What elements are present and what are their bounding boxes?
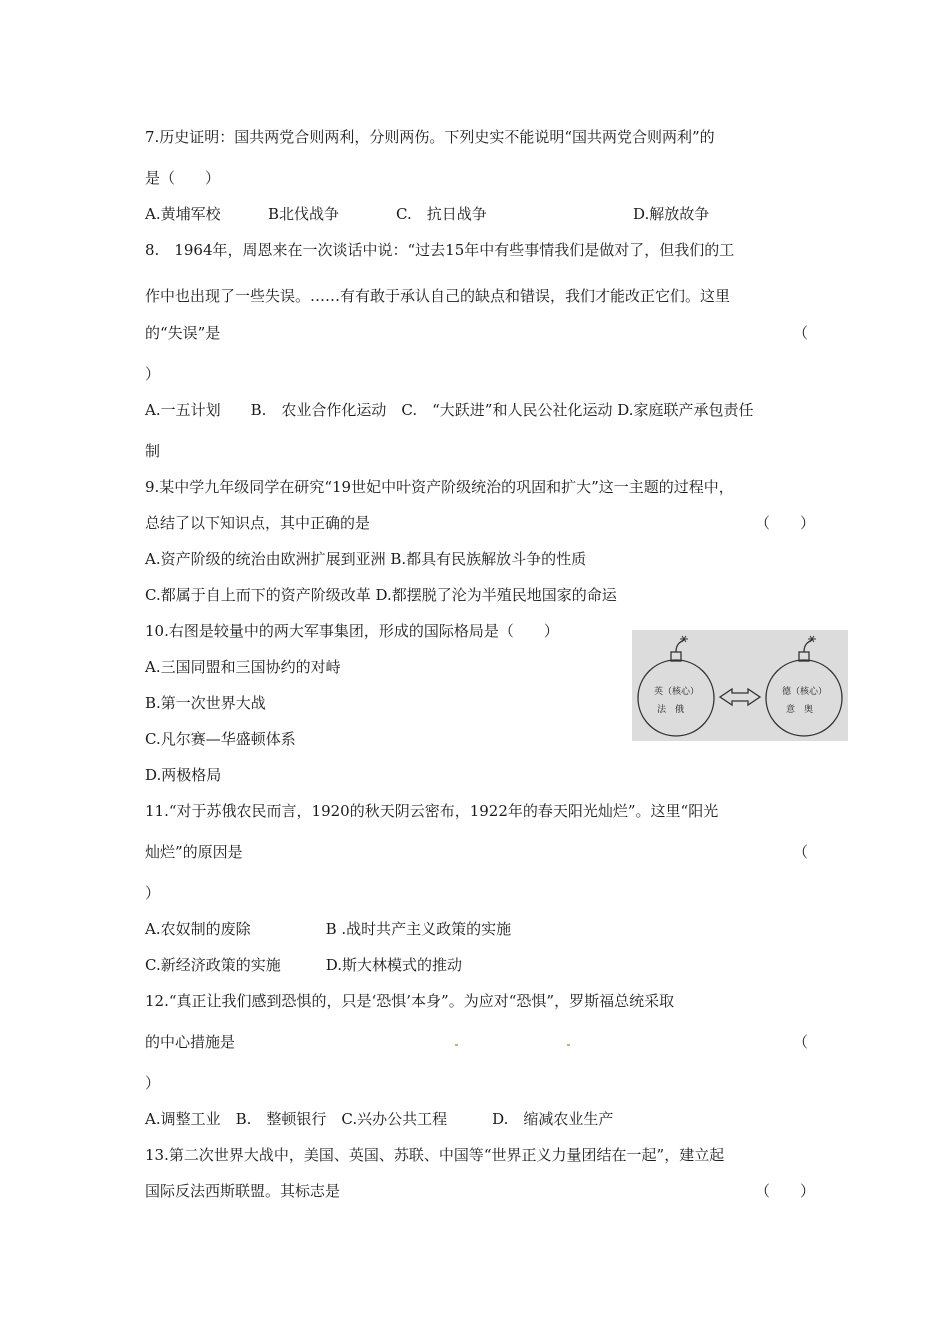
q7-option-b: B北伐战争 xyxy=(268,205,340,223)
scan-speck xyxy=(567,1044,570,1046)
q8-options-line1: A.一五计划 B. 农业合作化运动 C. “大跃进”和人民公社化运动 D.家庭联产承包责任 xyxy=(145,401,754,419)
q9-options-line1: A.资产阶级的统治由欧洲扩展到亚洲 B.都具有民族解放斗争的性质 xyxy=(145,550,587,568)
double-arrow-icon xyxy=(720,689,760,705)
right-bomb-icon xyxy=(766,636,842,736)
q8-stem-line3: 的“失误”是 xyxy=(145,324,221,342)
q13-stem-line1: 13.第二次世界大战中，美国、英国、苏联、中国等“世界正义力量团结在一起”，建立起 xyxy=(145,1146,725,1164)
q7-stem-line1: 7.历史证明：国共两党合则两利，分则两伤。下列史实不能说明“国共两党合则两利”的 xyxy=(145,128,715,146)
left-bomb-icon xyxy=(638,636,714,736)
q11-options-line2: C.新经济政策的实施 D.斯大林模式的推动 xyxy=(145,956,462,974)
q11-stem-line2: 灿烂”的原因是 xyxy=(145,843,243,861)
q13-answer-paren: （ ） xyxy=(755,1182,816,1200)
left-bomb-top-label: 英（核心） xyxy=(654,687,700,697)
q8-options-line2: 制 xyxy=(145,442,161,460)
q12-stem-line1: 12.“真正让我们感到恐惧的，只是‘恐惧’本身”。为应对“恐惧”，罗斯福总统采取 xyxy=(145,992,675,1010)
q7-option-d: D.解放故争 xyxy=(633,205,710,223)
q9-stem-line2: 总结了以下知识点，其中正确的是 xyxy=(145,514,371,532)
q13-stem-line2: 国际反法西斯联盟。其标志是 xyxy=(145,1182,341,1200)
q10-option-c: C.凡尔赛—华盛顿体系 xyxy=(145,730,296,748)
q8-answer-paren-close: ） xyxy=(145,365,161,383)
scan-speck xyxy=(455,1044,458,1046)
alliance-bombs-figure xyxy=(632,630,848,741)
q7-option-a: A.黄埔军校 xyxy=(145,205,221,223)
q7-stem-line2: 是（ ） xyxy=(145,169,221,187)
q12-stem-line2: 的中心措施是 xyxy=(145,1033,236,1051)
left-bomb-bottom-label: 法 俄 xyxy=(657,705,685,715)
q9-stem-line1: 9.某中学九年级同学在研究“19世妃中叶资产阶级统治的巩固和扩大”这一主题的过程中， xyxy=(145,478,734,496)
q11-options-line1: A.农奴制的废除 B .战时共产主义政策的实施 xyxy=(145,920,512,938)
q10-option-a: A.三国同盟和三国协约的对峙 xyxy=(145,658,341,676)
q12-answer-paren-open: （ xyxy=(793,1033,809,1051)
q10-option-b: B.第一次世界大战 xyxy=(145,694,266,712)
right-bomb-bottom-label: 意 奥 xyxy=(786,705,814,715)
q12-answer-paren-close: ） xyxy=(145,1074,161,1092)
q8-answer-paren-open: （ xyxy=(793,324,809,342)
q10-option-d: D.两极格局 xyxy=(145,766,222,784)
alliance-bombs-illustration xyxy=(632,630,848,741)
q11-answer-paren-close: ） xyxy=(145,884,161,902)
q7-option-c: C. 抗日战争 xyxy=(396,205,487,223)
q11-answer-paren-open: （ xyxy=(793,843,809,861)
q11-stem-line1: 11.“对于苏俄农民而言，1920的秋天阴云密布，1922年的春天阳光灿烂”。这里“阳光 xyxy=(145,802,719,820)
q8-stem-line2: 作中也出现了一些失误。……有有敢于承认自己的缺点和错误，我们才能改正它们。这里 xyxy=(145,287,731,305)
q10-stem: 10.右图是较量中的两大军事集团，形成的国际格局是（ ） xyxy=(145,622,559,640)
right-bomb-top-label: 德（核心） xyxy=(782,687,828,697)
q9-answer-paren: （ ） xyxy=(755,514,816,532)
q9-options-line2: C.都属于自上而下的资产阶级改革 D.都摆脱了沦为半殖民地国家的命运 xyxy=(145,586,617,604)
q8-stem-line1: 8. 1964年，周恩来在一次谈话中说：“过去15年中有些事情我们是做对了，但我们的工 xyxy=(145,241,735,259)
q12-options-line1: A.调整工业 B. 整顿银行 C.兴办公共工程 D. 缩减农业生产 xyxy=(145,1110,614,1128)
